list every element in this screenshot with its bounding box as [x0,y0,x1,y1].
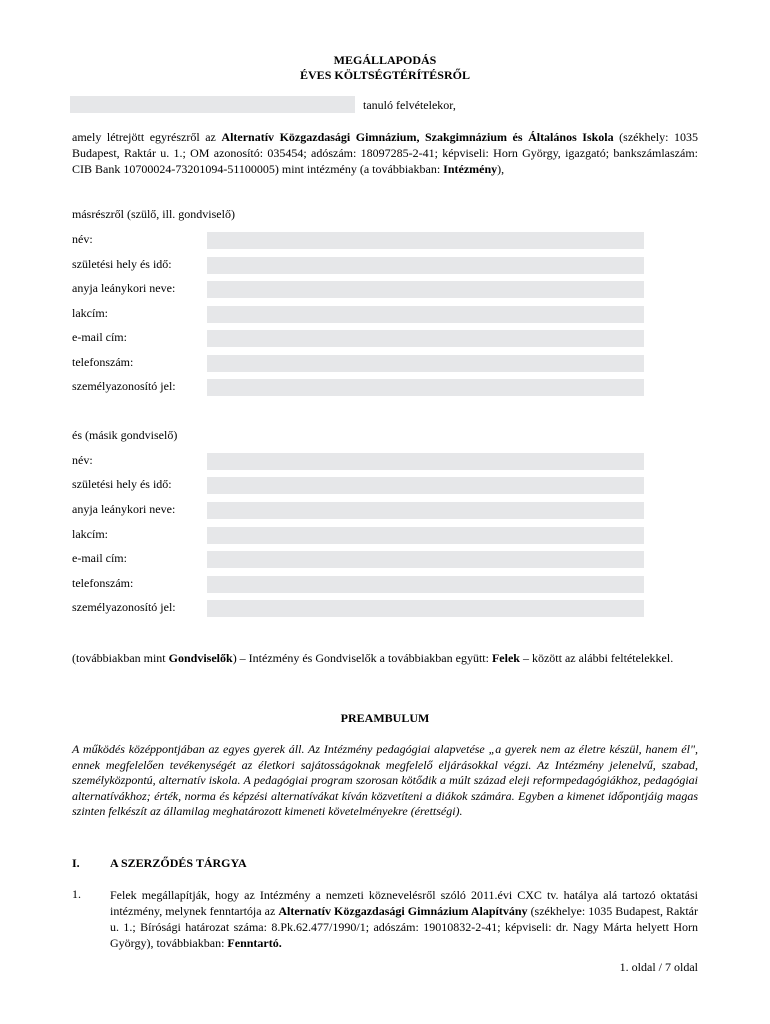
parent2-label-name: név: [72,453,93,467]
document-subtitle: ÉVES KÖLTSÉGTÉRÍTÉSRŐL [300,68,470,82]
parent2-label-mother: anyja leánykori neve: [72,502,176,516]
parent2-mother-field[interactable] [207,502,644,519]
parties-paragraph: (továbbiakban mint Gondviselők) – Intézmény és Gondviselők a továbbiakban együtt: Felek – között az alábbi feltételekkel. [72,651,674,665]
parent1-phone-field[interactable] [207,355,644,372]
parent1-mother-field[interactable] [207,281,644,298]
section-title: A SZERZŐDÉS TÁRGYA [110,856,247,870]
parent1-birth-field[interactable] [207,257,644,274]
item-number: 1. [72,887,81,901]
parent2-label-birth: születési hely és idő: [72,477,172,491]
parent2-phone-field[interactable] [207,576,644,593]
section-number: I. [72,856,80,870]
parent1-name-field[interactable] [207,232,644,249]
parent2-id-field[interactable] [207,600,644,617]
parent2-label-address: lakcím: [72,527,108,541]
student-name-field[interactable] [70,96,355,113]
parent2-email-field[interactable] [207,551,644,568]
parent1-label-name: név: [72,232,93,246]
preamble-text: A működés középpontjában az egyes gyerek áll. Az Intézmény pedagógiai alapvetése „a gyerek nem az életre készül, hanem él", ennek megfelelően tevékenységét az életkori sajátosságoknak megfelelő eljárásokkal végzi. Az Intézmény jelenelvű, szabad, személyközpontú, alternatív iskola. A pedagógiai program szorosan kötődik a múlt század eleji reformpedagógiákhoz, pedagógiai alternatívákhoz; érték, norma és képzési alternatívákat kíván közvetíteni a diákok számára. Egyben a kimenet időpontjáig magas szinten felkészít az államilag meghatározott kimeneti követelményekre (érettségi). [72,742,698,818]
parent2-label-id: személyazonosító jel: [72,600,176,614]
parent1-label-id: személyazonosító jel: [72,379,176,393]
parent2-name-field[interactable] [207,453,644,470]
item-1-paragraph: Felek megállapítják, hogy az Intézmény a nemzeti köznevelésről szóló 2011.évi CXC tv. hatálya alá tartozó oktatási intézmény, melynek fenntartója az Alternatív Közgazdasági Gimnázium Alapítvány (székhelye: 1035 Budapest, Raktár u. 1.; Bírósági határozat száma: 8.Pk.62.477/1990/1; adószám: 19010832-2-41; képviseli: dr. Nagy Márta helyett Horn György), továbbiakban: Fenntartó. [110,888,698,950]
parent2-birth-field[interactable] [207,477,644,494]
intro-paragraph: amely létrejött egyrészről az Alternatív Közgazdasági Gimnázium, Szakgimnázium és Általános Iskola (székhely: 1035 Budapest, Raktár u. 1.; OM azonosító: 035454; adószám: 18097285-2-41; képviseli: Horn György, igazgató; bankszámlaszám: CIB Bank 10700024-73201094-51100005) mint intézmény (a továbbiakban: Intézmény), [72,130,699,176]
parent2-heading: és (másik gondviselő) [72,428,178,442]
student-suffix-text: tanuló felvételekor, [363,98,456,112]
parent2-label-email: e-mail cím: [72,551,127,565]
preamble-title: PREAMBULUM [340,711,430,725]
parent1-label-email: e-mail cím: [72,330,127,344]
parent1-label-birth: születési hely és idő: [72,257,172,271]
parent1-label-phone: telefonszám: [72,355,134,369]
parent2-label-phone: telefonszám: [72,576,134,590]
page-number: 1. oldal / 7 oldal [619,960,698,974]
parent1-address-field[interactable] [207,306,644,323]
parent1-email-field[interactable] [207,330,644,347]
document-title: MEGÁLLAPODÁS [333,53,437,67]
parent1-id-field[interactable] [207,379,644,396]
parent1-label-address: lakcím: [72,306,108,320]
parent1-label-mother: anyja leánykori neve: [72,281,176,295]
parent2-address-field[interactable] [207,527,644,544]
parent1-heading: másrészről (szülő, ill. gondviselő) [72,207,235,221]
